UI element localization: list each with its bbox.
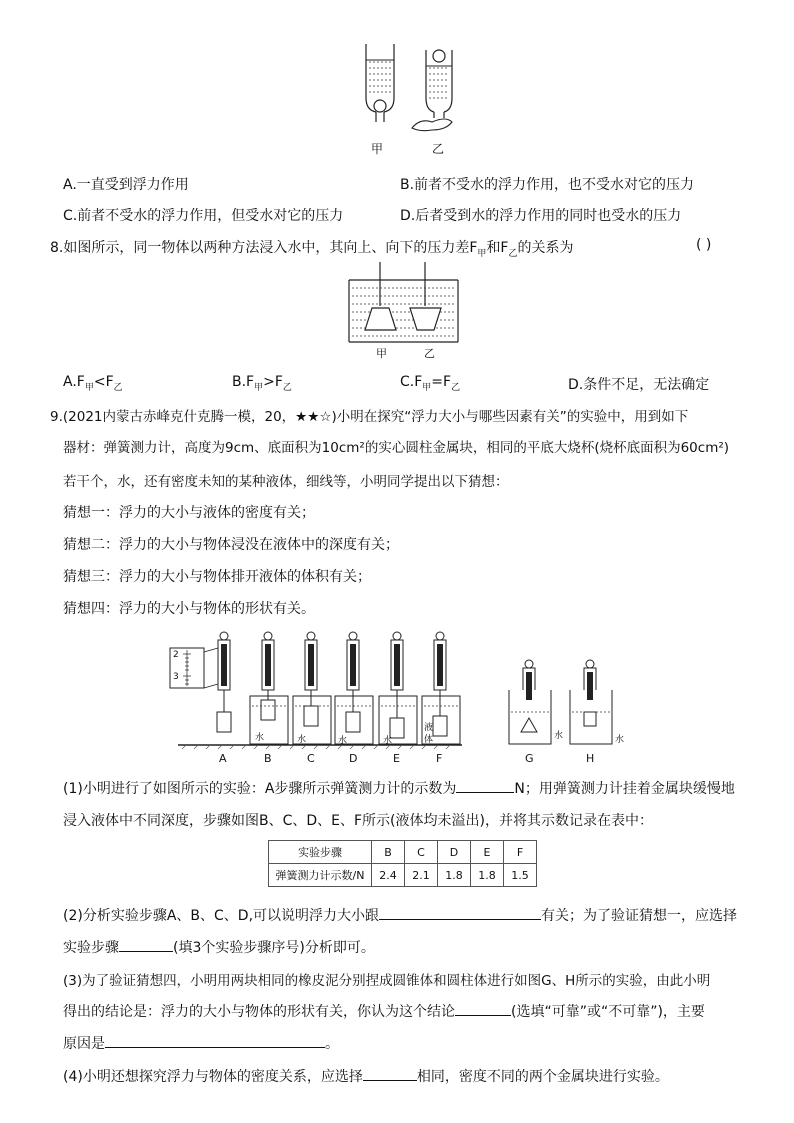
q7-option-d: D.后者受到水的浮力作用的同时也受水的压力 <box>400 208 682 224</box>
fig-tube-label-yi: 乙 <box>432 142 445 156</box>
q8-option-b-sub1: 甲 <box>254 382 264 393</box>
q9-part3-text-e: 。 <box>325 1036 339 1052</box>
q9-line3: 若干个，水，还有密度未知的某种液体，细线等，小明同学提出以下猜想： <box>63 474 509 490</box>
q9-part1-line2: 浸入液体中不同深度，步骤如图B、C、D、E、F所示(液体均未溢出)，并将其示数记录在表中： <box>63 813 653 829</box>
fig-liquid-F-2: 体 <box>424 735 434 745</box>
q8-option-b-mid: >F <box>263 374 283 390</box>
fig-water-C: 水 <box>297 735 307 745</box>
q8-option-a-main: A.F <box>63 374 85 390</box>
fig-tube-label-jia: 甲 <box>371 142 384 156</box>
table-value: 1.8 <box>471 864 504 887</box>
q9-guess4: 猜想四：浮力的大小与物体的形状有关。 <box>63 601 315 617</box>
q9-part2-line2 <box>63 937 375 957</box>
q8-option-a-mid: <F <box>93 374 114 390</box>
q8-stem-sub-jia: 甲 <box>477 248 487 259</box>
q9-part3-text-b: 得出的结论是：浮力的大小与物体的形状有关，你认为这个结论 <box>63 1004 455 1020</box>
fig-label-B: B <box>264 752 272 765</box>
q9-part1-text-b: N；用弹簧测力计挂着金属块缓慢地 <box>514 781 735 797</box>
q9-part3-line2 <box>63 1001 705 1021</box>
fig-scale-mark-2: 2 <box>173 650 179 660</box>
q9-part3-line1: (3)为了验证猜想四，小明用两块相同的橡皮泥分别捏成圆锥体和圆柱体进行如图G、H所示的实验，由此小明 <box>63 973 711 989</box>
q9-part4-blank[interactable] <box>363 1066 417 1081</box>
q8-fig-label-yi: 乙 <box>424 347 435 360</box>
fig-label-G: G <box>525 752 534 765</box>
q8-answer-paren: ( ) <box>696 237 712 253</box>
table-step: C <box>405 841 438 864</box>
q8-stem-a: 8.如图所示，同一物体以两种方法浸入水中，其向上、向下的压力差F <box>50 240 478 256</box>
table-header-label: 实验步骤 <box>269 841 372 864</box>
q9-part3-text-c: (选填“可靠”或“不可靠”)，主要 <box>511 1004 705 1020</box>
table-step: F <box>504 841 537 864</box>
q9-part2-text-d: (填3个实验步骤序号)分析即可。 <box>173 940 375 956</box>
q8-option-c-sub2: 乙 <box>451 382 461 393</box>
table-step: B <box>372 841 405 864</box>
fig-liquid-F-1: 液 <box>424 723 434 733</box>
q9-part2-blank1[interactable] <box>379 905 541 920</box>
fig-water-G: 水 <box>554 731 564 741</box>
table-header-row <box>269 841 537 864</box>
q9-data-table <box>268 840 537 887</box>
q8-stem-c: 的关系为 <box>517 240 574 256</box>
q8-option-c-mid: =F <box>431 374 452 390</box>
q9-guess2: 猜想二：浮力的大小与物体浸没在液体中的深度有关； <box>63 537 399 553</box>
q9-part3-text-d: 原因是 <box>63 1036 105 1052</box>
q8-option-b-sub2: 乙 <box>282 382 292 393</box>
fig-water-D: 水 <box>338 736 348 746</box>
q9-part1-line1 <box>63 778 735 798</box>
q9-part3-blank1[interactable] <box>455 1001 511 1016</box>
q8-fig-label-jia: 甲 <box>376 347 387 360</box>
table-row-label: 弹簧测力计示数/N <box>269 864 372 887</box>
table-value-row <box>269 864 537 887</box>
table-step: D <box>438 841 471 864</box>
table-value: 1.8 <box>438 864 471 887</box>
q9-part2-text-c: 实验步骤 <box>63 940 119 956</box>
fig-water-E: 水 <box>383 736 393 746</box>
fig-label-C: C <box>307 752 315 765</box>
fig-label-H: H <box>586 752 595 765</box>
q9-part4-text-b: 相同，密度不同的两个金属块进行实验。 <box>416 1069 669 1085</box>
fig-water-B: 水 <box>255 733 265 743</box>
fig-water-H: 水 <box>615 735 625 745</box>
fig-scale-mark-3: 3 <box>173 672 179 682</box>
q9-part1-blank[interactable] <box>456 778 514 793</box>
q9-part1-text-a: (1)小明进行了如图所示的实验：A步骤所示弹簧测力计的示数为 <box>63 781 457 797</box>
q9-guess3: 猜想三：浮力的大小与物体排开液体的体积有关； <box>63 569 371 585</box>
table-value: 1.5 <box>504 864 537 887</box>
q9-line1: 9.(2021内蒙古赤峰克什克腾一模，20，★★☆)小明在探究“浮力大小与哪些因素有关”的实验中，用到如下 <box>50 409 689 425</box>
table-step: E <box>471 841 504 864</box>
q9-part2-text-a: (2)分析实验步骤A、B、C、D,可以说明浮力大小跟 <box>63 908 380 924</box>
q9-part4-text-a: (4)小明还想探究浮力与物体的密度关系，应选择 <box>63 1069 363 1085</box>
q8-option-d: D.条件不足，无法确定 <box>568 377 710 393</box>
q8-stem-b: 和F <box>486 240 509 256</box>
q9-part2-line1 <box>63 905 737 925</box>
q8-option-c-main: C.F <box>400 374 423 390</box>
q8-option-a-sub1: 甲 <box>84 382 94 393</box>
q9-part3-blank2[interactable] <box>105 1033 325 1048</box>
q8-option-a-sub2: 乙 <box>113 382 123 393</box>
q9-part3-line3 <box>63 1033 339 1053</box>
q9-part4-line <box>63 1066 669 1086</box>
q7-option-c: C.前者不受水的浮力作用，但受水对它的压力 <box>63 208 344 224</box>
q7-option-a: A.一直受到浮力作用 <box>63 177 189 193</box>
q9-part2-text-b: 有关；为了验证猜想一，应选择 <box>541 908 738 924</box>
q9-line2: 器材：弹簧测力计，高度为9cm、底面积为10cm²的实心圆柱金属块，相同的平底大烧杯(烧杯底面积为60cm²) <box>63 440 730 456</box>
q8-option-c-sub1: 甲 <box>422 382 432 393</box>
q8-option-b-main: B.F <box>232 374 255 390</box>
fig-label-E: E <box>393 752 400 765</box>
table-value: 2.4 <box>372 864 405 887</box>
q9-part2-blank2[interactable] <box>119 937 173 952</box>
q9-guess1: 猜想一：浮力的大小与液体的密度有关； <box>63 505 315 521</box>
q7-option-b: B.前者不受水的浮力作用，也不受水对它的压力 <box>400 177 695 193</box>
fig-label-A: A <box>219 752 227 765</box>
fig-label-F: F <box>436 752 443 765</box>
fig-label-D: D <box>349 752 358 765</box>
q8-stem-sub-yi: 乙 <box>508 248 518 259</box>
table-value: 2.1 <box>405 864 438 887</box>
